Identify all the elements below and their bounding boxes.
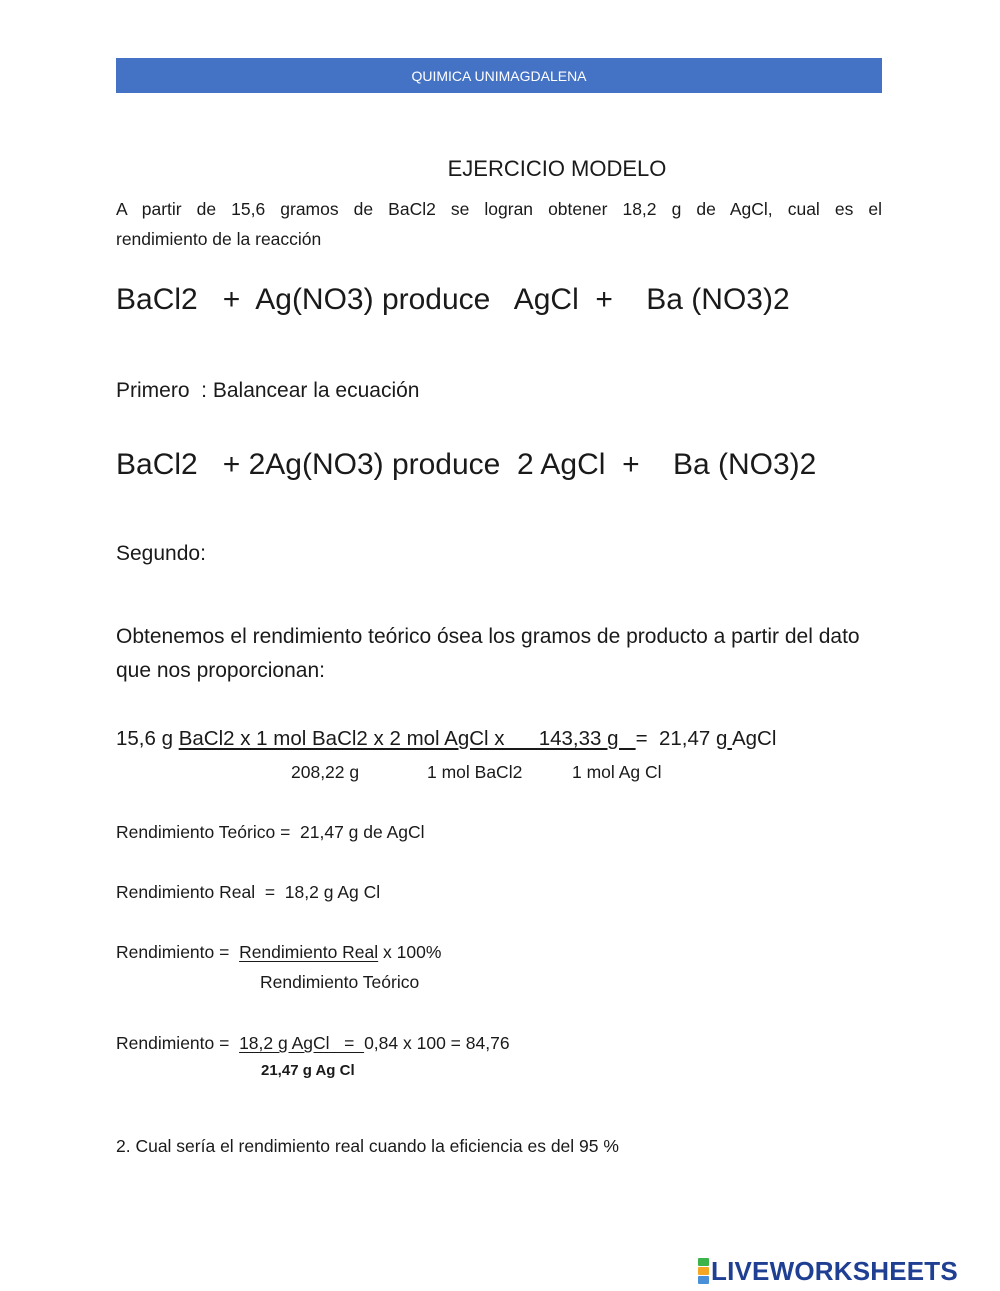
equation-balanced: BaCl2 + 2Ag(NO3) produce 2 AgCl + Ba (NO3)2 <box>116 448 817 481</box>
step-two: Segundo: <box>116 542 206 565</box>
calc-factors: BaCl2 x 1 mol BaCl2 x 2 mol AgCl x 143,33 g <box>178 727 636 750</box>
calculation-line <box>116 727 776 751</box>
formula-denominator: Rendimiento Teórico <box>260 972 420 992</box>
result-rest: 0,84 x 100 = 84,76 <box>364 1033 510 1053</box>
calc-denominator-2: 1 mol BaCl2 <box>427 762 523 782</box>
problem-line-1: A partir de 15,6 gramos de BaCl2 se logran obtener 18,2 g de AgCl, cual es el <box>116 199 882 219</box>
result-numerator: 18,2 g AgCl = <box>239 1033 365 1053</box>
calc-equals: = 21,47 g <box>635 727 728 750</box>
formula-label: Rendimiento = <box>116 942 240 962</box>
result-label: Rendimiento = <box>116 1033 240 1053</box>
explanation-paragraph: Obtenemos el rendimiento teórico ósea los gramos de producto a partir del dato que nos proporcionan: <box>116 625 860 682</box>
calc-unit: AgCl <box>731 727 777 750</box>
theoretical-yield: Rendimiento Teórico = 21,47 g de AgCl <box>116 822 425 842</box>
yield-result <box>116 1033 510 1054</box>
real-yield: Rendimiento Real = 18,2 g Ag Cl <box>116 882 381 902</box>
liveworksheets-logo <box>698 1256 958 1286</box>
formula-numerator: Rendimiento Real <box>239 942 379 962</box>
logo-blocks-icon <box>698 1258 709 1284</box>
header-title: QUIMICA UNIMAGDALENA <box>411 67 587 84</box>
header-bar <box>116 58 882 93</box>
result-denominator: 21,47 g Ag Cl <box>261 1062 355 1079</box>
logo-block <box>698 1276 709 1284</box>
step-one: Primero : Balancear la ecuación <box>116 379 420 402</box>
question-two: 2. Cual sería el rendimiento real cuando la eficiencia es del 95 % <box>116 1136 619 1156</box>
logo-block <box>698 1258 709 1266</box>
logo-block <box>698 1267 709 1275</box>
formula-suffix: x 100% <box>378 942 442 962</box>
logo-text: LIVEWORKSHEETS <box>711 1255 958 1286</box>
problem-line-2: rendimiento de la reacción <box>116 229 322 249</box>
equation-unbalanced: BaCl2 + Ag(NO3) produce AgCl + Ba (NO3)2 <box>116 283 790 316</box>
yield-formula <box>116 942 441 963</box>
page-title: EJERCICIO MODELO <box>447 156 667 181</box>
problem-statement <box>116 194 882 254</box>
calc-denominator-1: 208,22 g <box>291 762 360 782</box>
calc-denominator-3: 1 mol Ag Cl <box>572 762 662 782</box>
calc-prefix: 15,6 g <box>116 727 179 750</box>
